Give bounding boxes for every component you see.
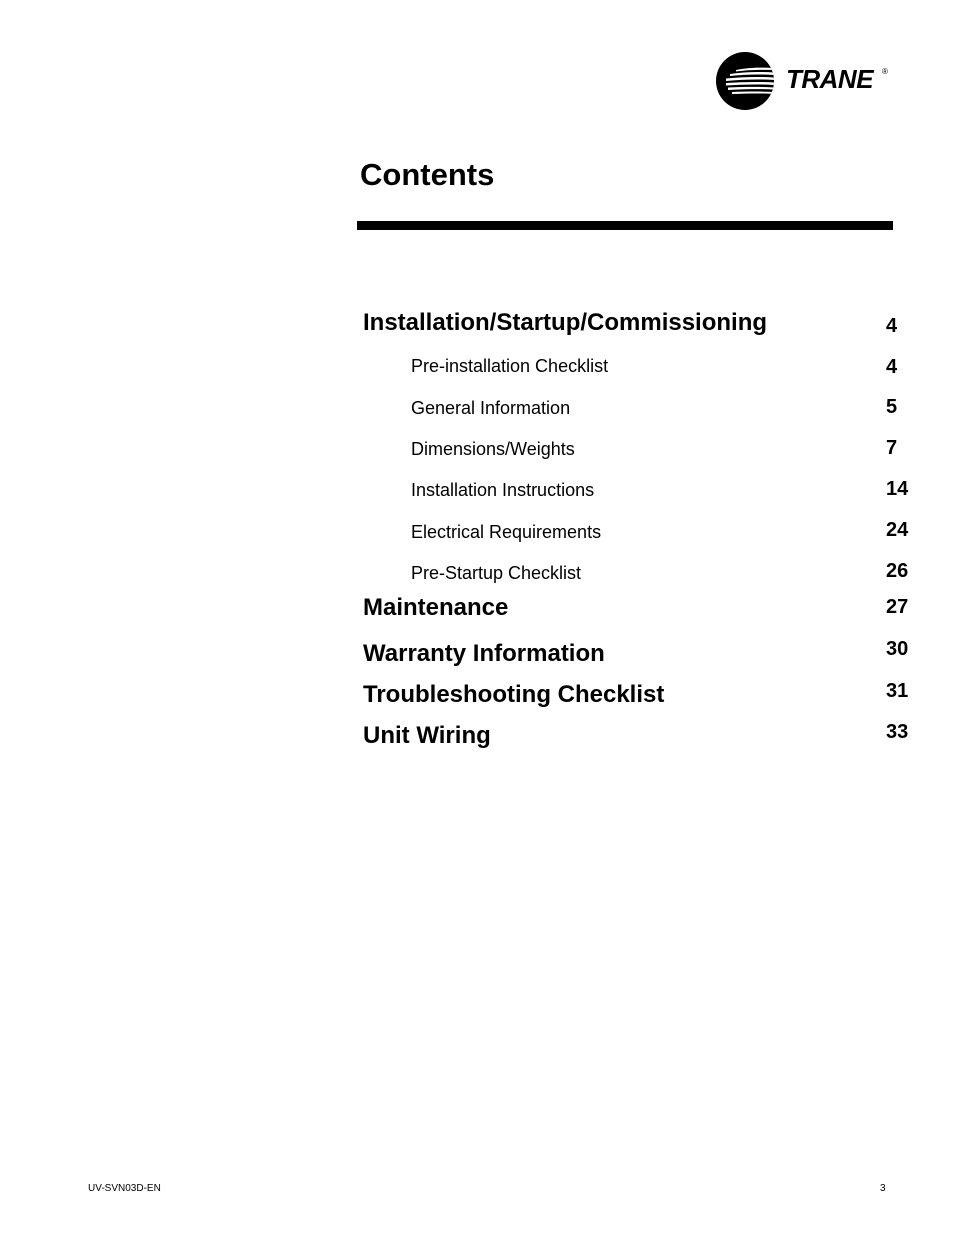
- toc-subsection-label: Pre-Startup Checklist: [411, 563, 582, 583]
- toc-section-label: Maintenance: [363, 594, 509, 621]
- toc-page-number: 26: [886, 560, 909, 582]
- toc-page-number: 5: [886, 396, 898, 418]
- toc-section-label: Warranty Information: [363, 640, 605, 667]
- toc-page-number: 30: [886, 638, 909, 660]
- footer-doc-id: UV-SVN03D-EN: [88, 1183, 161, 1194]
- registered-mark: ®: [882, 67, 888, 76]
- toc-subsection-label: Installation Instructions: [411, 480, 595, 500]
- toc-page-number: 31: [886, 680, 909, 702]
- toc-section-label: Unit Wiring: [363, 722, 491, 749]
- toc-subsection-label: Dimensions/Weights: [411, 439, 575, 459]
- trane-logo: [716, 52, 896, 110]
- toc-page-number: 4: [886, 356, 898, 378]
- toc-subsection-label: Pre-installation Checklist: [411, 356, 609, 376]
- toc-section-label: Installation/Startup/Commissioning: [363, 309, 768, 336]
- logo-wordmark: TRANE: [786, 64, 874, 94]
- toc-page-number: 27: [886, 596, 909, 618]
- toc-section-label: Troubleshooting Checklist: [363, 681, 665, 708]
- trane-logo-mark-icon: [716, 52, 774, 110]
- toc-page-number: 7: [886, 437, 898, 459]
- toc-subsection-label: General Information: [411, 398, 571, 418]
- footer-page-number: 3: [880, 1183, 886, 1194]
- title-rule: [357, 221, 893, 230]
- toc-page-number: 24: [886, 519, 909, 541]
- page-title: Contents: [360, 157, 495, 192]
- toc-page-number: 33: [886, 721, 909, 743]
- toc-subsection-label: Electrical Requirements: [411, 522, 602, 542]
- toc-page-number: 14: [886, 478, 909, 500]
- toc-page-number: 4: [886, 315, 898, 337]
